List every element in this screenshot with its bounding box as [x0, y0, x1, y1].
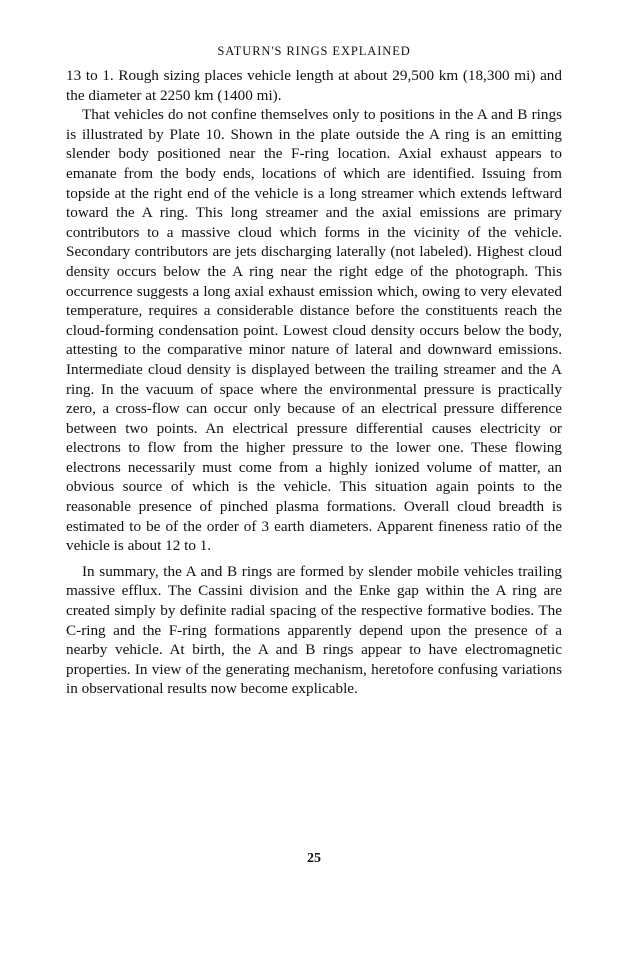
paragraph-summary: In summary, the A and B rings are formed by slender mobile vehicles trailing massive efflux. The Cassini division and the Enke gap within the A ring are created simply by definite radial spacing of the respective formative bodies. The C-ring and the F-ring formations apparently depend upon the presence of a nearby vehicle. At birth, the A and B rings appear to have electromagnetic properties. In view of the generating mechanism, heretofore confusing variations in observational results now become explicable. [66, 562, 562, 698]
body-text [66, 66, 562, 699]
running-head: SATURN'S RINGS EXPLAINED [217, 44, 411, 58]
paragraph-continuation: 13 to 1. Rough sizing places vehicle length at about 29,500 km (18,300 mi) and the diameter at 2250 km (1400 mi). [66, 67, 562, 104]
page-number: 25 [307, 851, 321, 866]
paragraph-plate-10: That vehicles do not confine themselves only to positions in the A and B rings is illustrated by Plate 10. Shown in the plate outside the A ring is an emitting slender body positioned near the F-ring location. Axial exhaust appears to emanate from the body ends, locations of which are identified. Issuing from topside at the right end of the vehicle is a long streamer which extends leftward toward the A ring. This long streamer and the axial emissions are primary contributors to a massive cloud which forms in the vicinity of the vehicle. Secondary contributors are jets discharging laterally (not labeled). Highest cloud density occurs below the A ring near the right edge of the photograph. This occurrence suggests a long axial exhaust emission which, owing to very elevated temperature, requires a considerable distance before the constituents reach the cloud-forming condensation point. Lowest cloud density occurs below the body, attesting to the comparative minor nature of lateral and downward emissions. Intermediate cloud density is displayed between the trailing streamer and the A ring. In the vacuum of space where the environmental pressure is practically zero, a cross-flow can occur only because of an electrical pressure difference between two points. An electrical pressure differential causes electricity or electrons to flow from the higher pressure to the lower one. These flowing electrons necessarily must come from a highly ionized volume of matter, an obvious source of which is the vehicle. This situation again points to the reasonable presence of pinched plasma formations. Overall cloud breadth is estimated to be of the order of 3 earth diameters. Apparent fineness ratio of the vehicle is about 12 to 1. [66, 106, 562, 555]
